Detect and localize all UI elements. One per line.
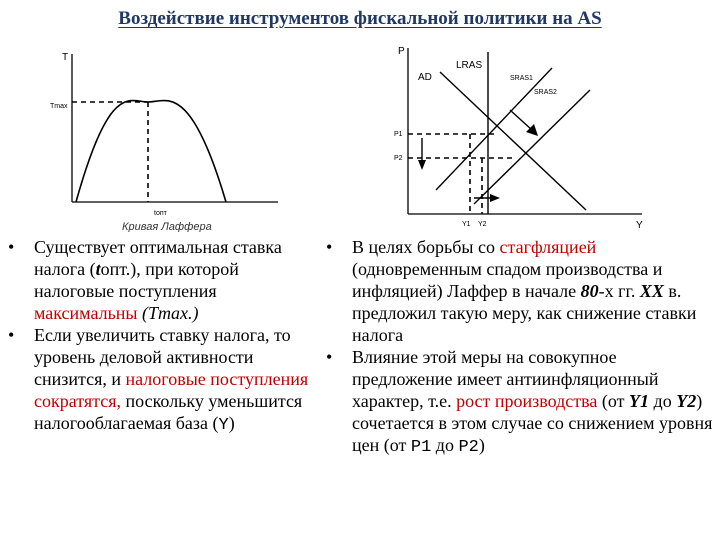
left-b1-text-b: опт.), при которой налоговые поступления <box>34 259 239 301</box>
left-b1-text-a: Существует оптимальная ставка налога ( <box>34 237 282 279</box>
left-bullet-optimal-rate <box>4 236 322 324</box>
slide-title: Воздействие инструментов фискальной политики на AS <box>118 8 602 29</box>
p2-label: P2 <box>394 155 403 162</box>
lras-label: LRAS <box>456 60 483 71</box>
right-b2-text-a: Влияние этой меры на совокупное предложение имеет антиинфляционный характер, т.е. <box>352 347 659 411</box>
p1-label: P1 <box>394 131 403 138</box>
ad-curve <box>440 72 586 210</box>
right-bullet-effect <box>322 346 718 459</box>
y2-label: Y2 <box>478 221 487 228</box>
right-bullet-list <box>322 236 718 459</box>
sras2-curve <box>474 90 590 204</box>
price-down-arrowhead <box>418 160 426 170</box>
right-b1-text-b: (одновременным спадом производства и инфляцией) Лаффер в начале <box>352 259 663 301</box>
right-b1-text-c: -х гг. <box>598 281 640 301</box>
sras-shift-arrow <box>510 110 532 130</box>
laffer-y-axis-label: T <box>62 52 69 63</box>
left-b1-t: t <box>95 259 101 279</box>
right-b2-p1: P1 <box>410 438 432 457</box>
right-b1-xx: XX <box>639 281 664 301</box>
output-right-arrowhead <box>490 194 500 202</box>
right-b2-text-e: до <box>431 435 459 455</box>
ad-label: AD <box>418 72 432 83</box>
right-b2-text-c: до <box>649 391 677 411</box>
laffer-curve-diagram <box>40 40 300 232</box>
ad-as-diagram <box>378 38 678 238</box>
sras1-label: SRAS1 <box>510 75 533 82</box>
sras2-label: SRAS2 <box>534 89 557 96</box>
adas-x-axis-label: Y <box>636 220 643 231</box>
right-b1-80: 80 <box>580 281 599 301</box>
left-b2-y: Y <box>218 416 229 435</box>
laffer-caption: Кривая Лаффера <box>122 221 212 232</box>
laffer-topt-label: tопт <box>154 210 167 217</box>
left-b2-red: налоговые поступления сократятся, <box>34 369 309 411</box>
adas-y-axis-label: P <box>398 46 405 57</box>
y1-label: Y1 <box>462 221 471 228</box>
left-bullet-increase-rate <box>4 324 322 437</box>
right-b2-p2: P2 <box>458 438 479 457</box>
left-b2-text-b: поскольку уменьшится налогооблагаемая база ( <box>34 391 303 433</box>
right-b1-text-d: в. предложил такую меру, как снижение ставки налога <box>352 281 697 345</box>
left-bullet-list <box>4 236 322 437</box>
right-b1-red: стагфляцией <box>499 237 597 257</box>
bullet-dot: • <box>326 347 333 367</box>
right-bullet-stagflation <box>322 236 718 346</box>
right-b2-text-b: (от <box>597 391 630 411</box>
right-b2-text-f: ) <box>478 435 485 455</box>
right-b2-red: рост производства <box>456 391 598 411</box>
right-b2-y2: Y2 <box>676 391 697 411</box>
laffer-tmax-label: Tmax <box>50 103 68 110</box>
left-b2-text-c: ) <box>228 413 235 433</box>
bullet-dot: • <box>8 325 15 345</box>
bullet-dot: • <box>326 237 333 257</box>
left-b2-text-a: Если увеличить ставку налога, то уровень деловой активности снизится, и <box>34 325 291 389</box>
right-b2-y1: Y1 <box>629 391 650 411</box>
right-b1-text-a: В целях борьбы со <box>352 237 500 257</box>
bullet-dot: • <box>8 237 15 257</box>
left-b1-text-c: (Tmax.) <box>137 303 199 323</box>
laffer-curve <box>76 100 226 202</box>
left-b1-red: максимальны <box>34 303 138 323</box>
right-b2-text-d: ) сочетается в этом случае со снижением уровня цен (от <box>352 391 713 455</box>
